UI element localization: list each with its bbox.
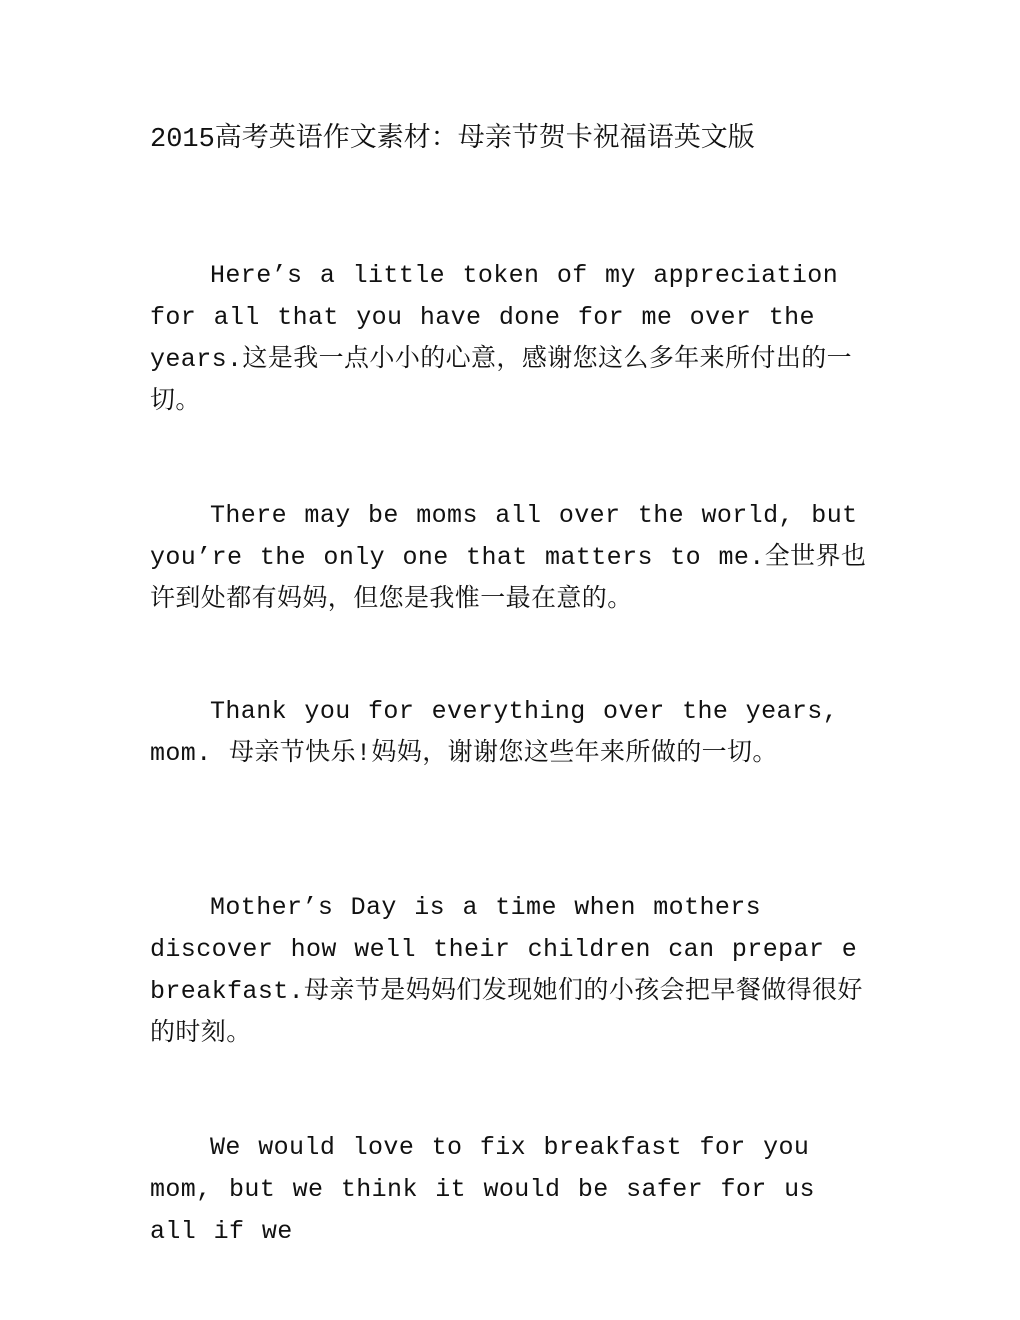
paragraph-thank-you: Thank you for everything over the years, mom. 母亲节快乐!妈妈，谢谢您这些年来所做的一切。 [150,697,839,768]
document-title: 2015高考英语作文素材：母亲节贺卡祝福语英文版 [150,125,755,155]
paragraph-appreciation: Here’s a little token of my appreciation for all that you have done for me over the years.这是我一点小小的心意，感谢您这么多年来所付出的一切。 [150,261,853,416]
paragraph-fix-breakfast: We would love to fix breakfast for you mom, but we think it would be safer for us all if we [150,1133,815,1246]
paragraph-moms-world: There may be moms all over the world, but you’re the only one that matters to me.全世界也许到处都有妈妈，但您是我惟一最在意的。 [150,501,867,614]
paragraph-breakfast: Mother’s Day is a time when mothers discover how well their children can prepar e breakfast.母亲节是妈妈们发现她们的小孩会把早餐做得很好的时刻。 [150,893,863,1048]
